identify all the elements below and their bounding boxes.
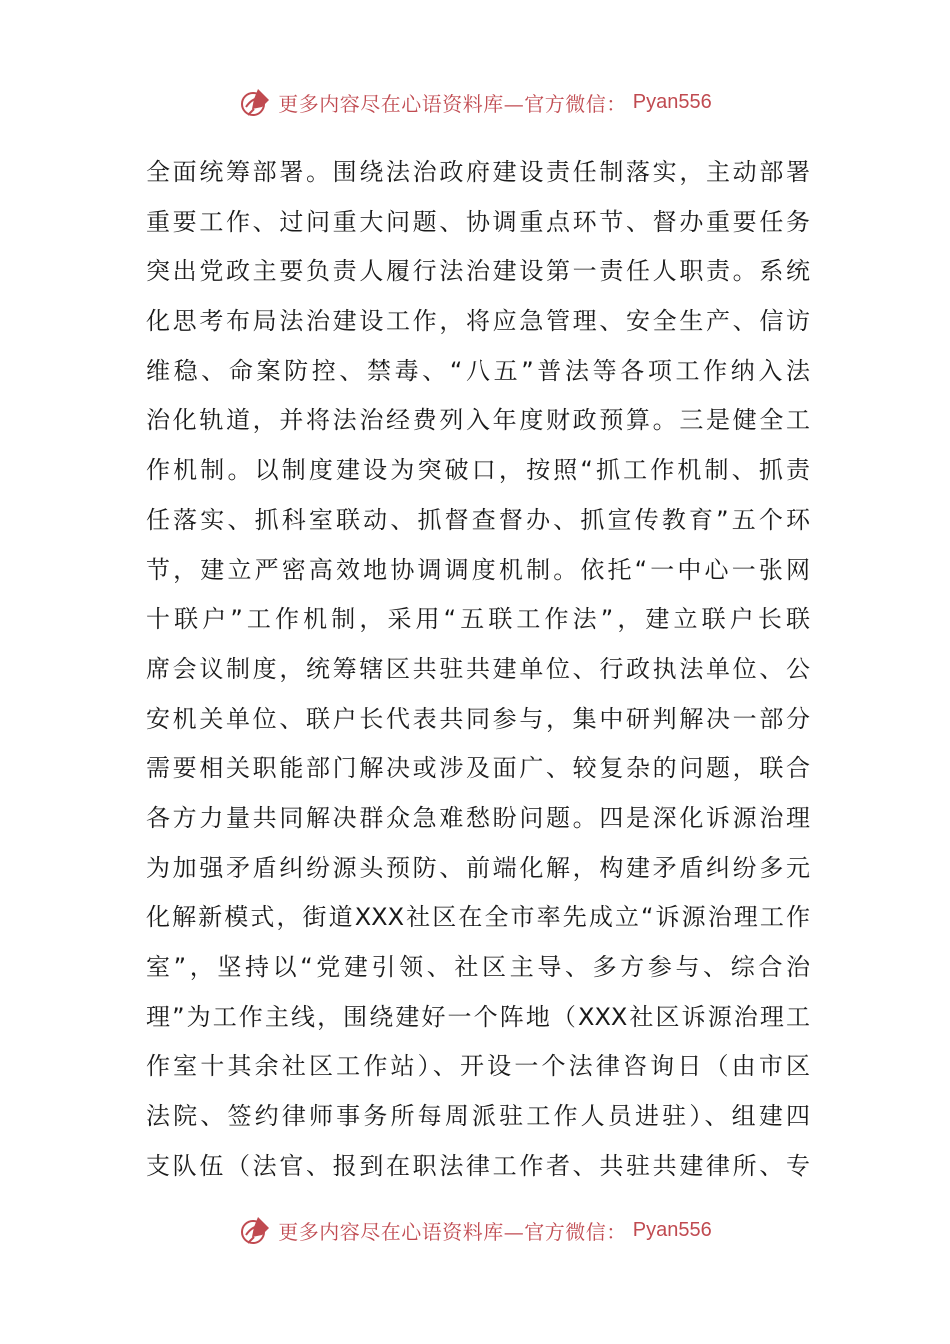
text-line: 支队伍（法官、报到在职法律工作者、共驻共建律所、专 (146, 1151, 810, 1180)
footer-banner-text: 更多内容尽在心语资料库—官方微信： (278, 1219, 627, 1244)
text-line: 需要相关职能部门解决或涉及面广、较复杂的问题，联合 (146, 754, 810, 783)
text-line: 安机关单位、联户长代表共同参与，集中研判解决一部分 (146, 704, 810, 733)
text-line: 十联户”工作机制，采用“五联工作法”，建立联户长联 (146, 605, 810, 634)
text-line: 作室十其余社区工作站）、开设一个法律咨询日（由市区 (146, 1052, 810, 1081)
text-line: 为加强矛盾纠纷源头预防、前端化解，构建矛盾纠纷多元 (146, 853, 810, 882)
text-line: 治化轨道，并将法治经费列入年度财政预算。三是健全工 (146, 406, 810, 435)
text-line: 全面统筹部署。围绕法治政府建设责任制落实，主动部署 (146, 158, 810, 186)
text-line: 突出党政主要负责人履行法治建设第一责任人职责。系统 (146, 257, 810, 286)
footer-banner (0, 1210, 950, 1250)
text-line: 任落实、抓科室联动、抓督查督办、抓宣传教育”五个环 (146, 505, 810, 534)
text-line: 法院、签约律师事务所每周派驻工作人员进驻）、组建四 (146, 1102, 810, 1131)
text-line: 节，建立严密高效地协调调度机制。依托“一中心一张网 (146, 555, 810, 584)
text-line: 维稳、命案防控、禁毒、“八五”普法等各项工作纳入法 (146, 356, 810, 385)
header-banner-text: 更多内容尽在心语资料库—官方微信： (278, 91, 627, 116)
document-body (146, 148, 810, 1191)
text-line: 作机制。以制度建设为突破口，按照“抓工作机制、抓责 (146, 456, 810, 485)
text-line: 重要工作、过问重大问题、协调重点环节、督办重要任务 (146, 207, 810, 236)
text-line: 化思考布局法治建设工作，将应急管理、安全生产、信访 (146, 307, 810, 336)
header-wechat-id: Pyan556 (632, 90, 712, 113)
text-line: 各方力量共同解决群众急难愁盼问题。四是深化诉源治理 (146, 803, 810, 832)
text-line: 室”，坚持以“党建引领、社区主导、多方参与、综合治 (146, 953, 810, 981)
pen-circle-logo-icon (238, 1213, 272, 1247)
header-banner (0, 82, 950, 122)
text-line: 席会议制度，统筹辖区共驻共建单位、行政执法单位、公 (146, 654, 810, 683)
pen-circle-logo-icon (238, 85, 272, 119)
text-line: 化解新模式，街道XXX社区在全市率先成立“诉源治理工作 (146, 903, 810, 932)
footer-wechat-id: Pyan556 (632, 1218, 712, 1241)
text-line: 理”为工作主线，围绕建好一个阵地（XXX社区诉源治理工 (146, 1002, 810, 1031)
